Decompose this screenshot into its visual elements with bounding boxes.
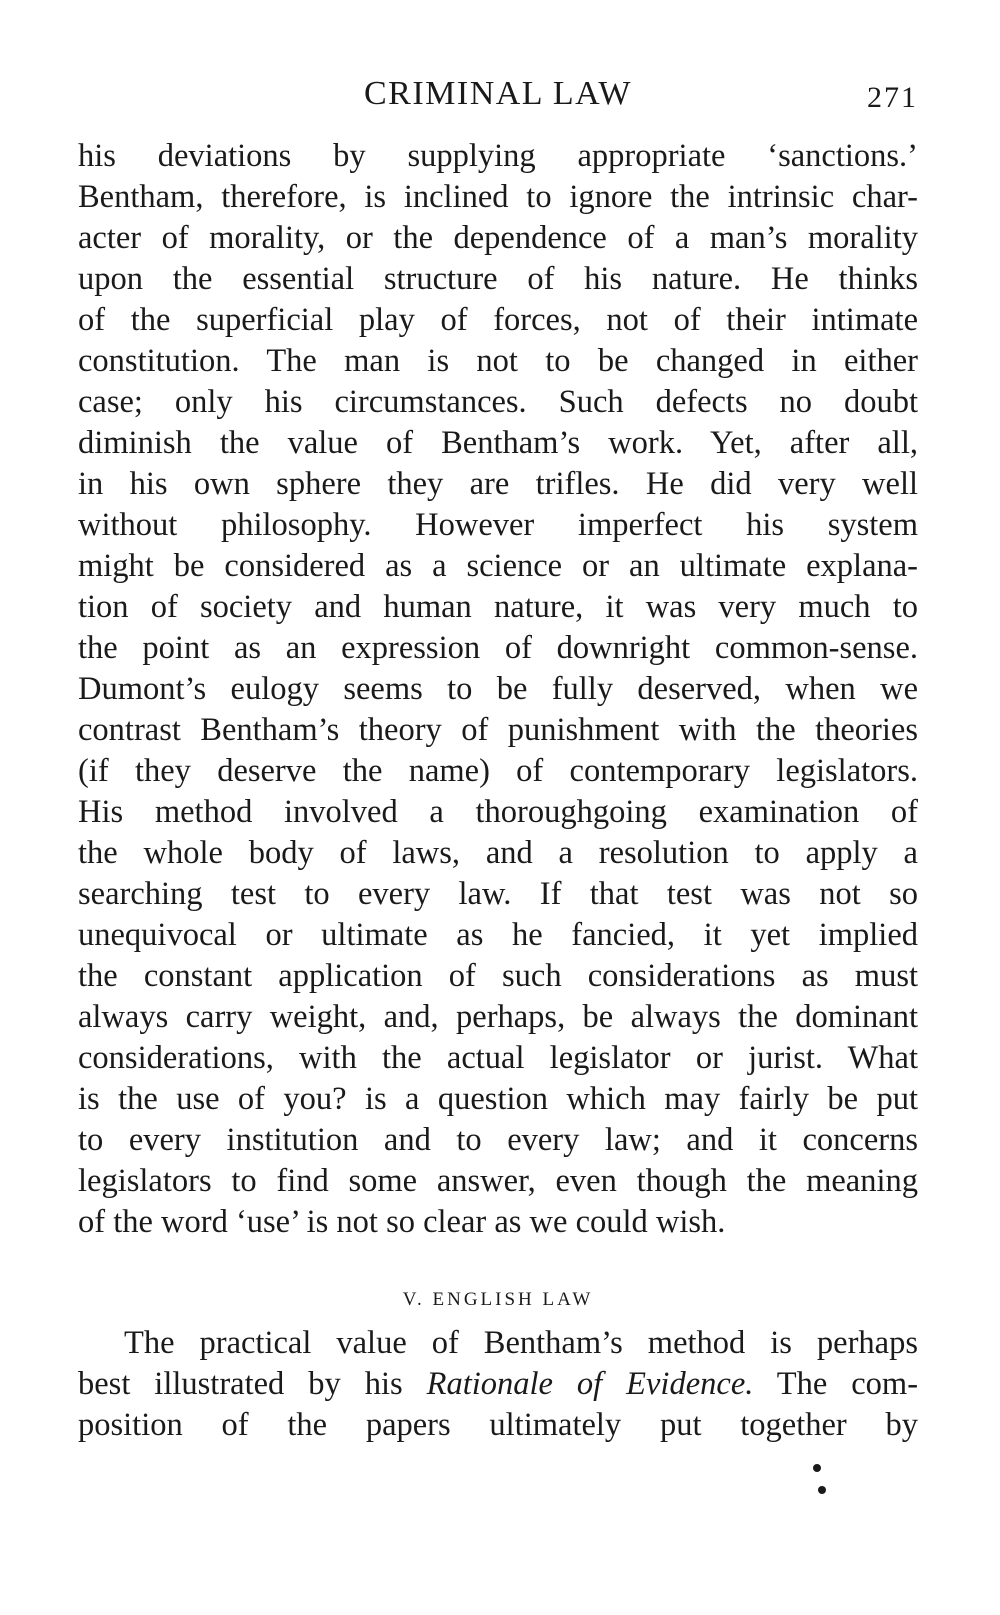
section-heading: V. ENGLISH LAW	[402, 1289, 594, 1310]
text-line: constitution. The man is not to be changed in either	[78, 343, 918, 379]
text-line: (if they deserve the name) of contemporary legislators.	[78, 753, 918, 789]
ink-dot	[813, 1464, 821, 1472]
section-text-line: position of the papers ultimately put together by	[78, 1407, 918, 1443]
book-title: Rationale of Evidence.	[426, 1366, 754, 1402]
text-line: the whole body of laws, and a resolution to apply a	[78, 835, 918, 871]
text-line: His method involved a thoroughgoing examination of	[78, 794, 918, 830]
text-line: diminish the value of Bentham’s work. Yet, after all,	[78, 425, 918, 461]
text-line: might be considered as a science or an ultimate explana-	[78, 548, 918, 584]
text-line: without philosophy. However imperfect his system	[78, 507, 918, 543]
text-line: the constant application of such considerations as must	[78, 958, 918, 994]
text-line: contrast Bentham’s theory of punishment with the theories	[78, 712, 918, 748]
section-text-line	[78, 1363, 918, 1405]
text-line: is the use of you? is a question which may fairly be put	[78, 1081, 918, 1117]
page-header	[78, 64, 918, 124]
text-line: Bentham, therefore, is inclined to ignore the intrinsic char-	[78, 179, 918, 215]
text-line: considerations, with the actual legislator or jurist. What	[78, 1040, 918, 1076]
text-line: his deviations by supplying appropriate ‘sanctions.’	[78, 138, 918, 174]
text-line: unequivocal or ultimate as he fancied, it yet implied	[78, 917, 918, 953]
running-title: CRIMINAL LAW	[363, 75, 633, 112]
text-line: case; only his circumstances. Such defects no doubt	[78, 384, 918, 420]
text-line: Dumont’s eulogy seems to be fully deserved, when we	[78, 671, 918, 707]
text-line: upon the essential structure of his nature. He thinks	[78, 261, 918, 297]
text-line: always carry weight, and, perhaps, be always the dominant	[78, 999, 918, 1035]
text-line: the point as an expression of downright common-sense.	[78, 630, 918, 666]
text-span: The com-	[753, 1366, 919, 1402]
text-line: in his own sphere they are trifles. He did very well	[78, 466, 918, 502]
page-number: 271	[867, 81, 918, 114]
text-line: of the word ‘use’ is not so clear as we could wish.	[78, 1204, 726, 1240]
text-line: searching test to every law. If that test was not so	[78, 876, 918, 912]
text-line: tion of society and human nature, it was very much to	[78, 589, 918, 625]
ink-dot	[818, 1486, 826, 1494]
text-line: legislators to find some answer, even though the meaning	[78, 1163, 918, 1199]
text-span: best illustrated by his	[78, 1366, 427, 1402]
text-line: acter of morality, or the dependence of a man’s morality	[78, 220, 918, 256]
section-text-line: The practical value of Bentham’s method is perhaps	[124, 1325, 918, 1361]
text-line: of the superficial play of forces, not of their intimate	[78, 302, 918, 338]
text-line: to every institution and to every law; and it concerns	[78, 1122, 918, 1158]
